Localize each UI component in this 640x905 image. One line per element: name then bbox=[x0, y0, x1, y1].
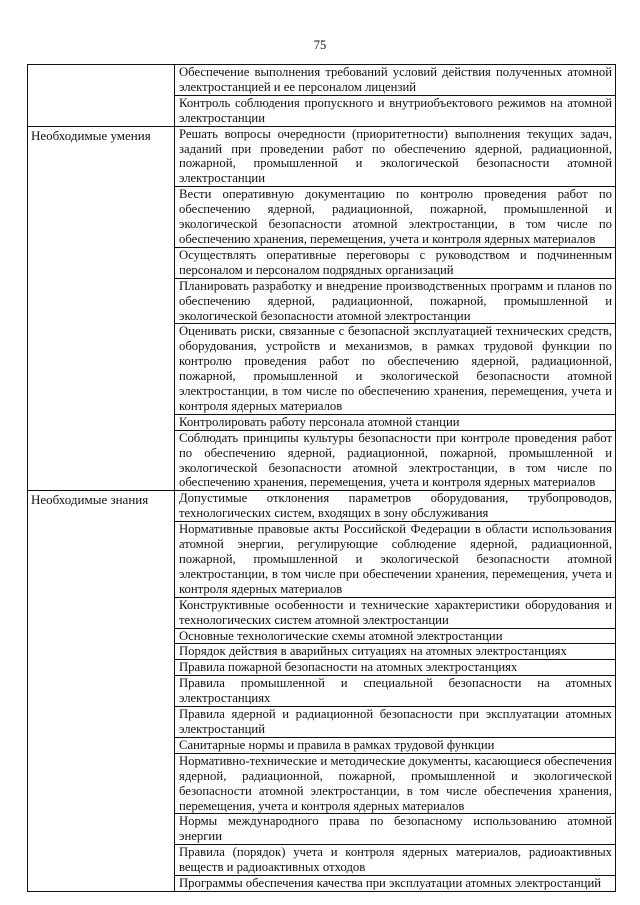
requirement-text: Нормативно-технические и методические документы, касающиеся обеспечения ядерной, радиационной, пожарной, промышленной и экологической безопасности атомной электростанции, в том числе обеспечения хранения, перемещения, учета и контроля ядерных материалов bbox=[179, 753, 612, 813]
requirement-text: Соблюдать принципы культуры безопасности при контроле проведения работ по обеспечению ядерной, радиационной, пожарной, промышленной и экологической безопасности атомной электростанции, в том числе по обеспечению хранения, перемещения, учета и контроля ядерных материалов bbox=[179, 430, 612, 490]
requirement-text: Контроль соблюдения пропускного и внутриобъектового режимов на атомной электростанции bbox=[179, 95, 612, 125]
requirement-text: Осуществлять оперативные переговоры с руководством и подчиненным персоналом и персоналом подрядных организаций bbox=[179, 247, 612, 277]
requirement-cell bbox=[175, 126, 616, 187]
table-row bbox=[28, 126, 616, 187]
requirement-text: Программы обеспечения качества при эксплуатации атомных электростанций bbox=[179, 876, 602, 891]
requirement-text: Обеспечение выполнения требований условий действия полученных атомной электростанцией и ее персоналом лицензий bbox=[179, 65, 612, 94]
requirement-cell bbox=[175, 95, 616, 126]
requirement-cell bbox=[175, 597, 616, 628]
requirement-cell bbox=[175, 660, 616, 676]
requirement-cell bbox=[175, 187, 616, 248]
requirement-cell bbox=[175, 814, 616, 845]
section-label: Необходимые умения bbox=[28, 126, 175, 491]
requirement-cell bbox=[175, 324, 616, 414]
requirement-text: Санитарные нормы и правила в рамках трудовой функции bbox=[179, 737, 495, 752]
requirement-cell bbox=[175, 65, 616, 96]
requirement-cell bbox=[175, 644, 616, 660]
requirement-text: Оценивать риски, связанные с безопасной эксплуатацией технических средств, оборудования, устройств и механизмов, в рамках трудовой функции по контролю проведения работ по обеспечению ядерной, радиационной, пожарной, промышленной и экологической безопасности атомной электростанции, в том числе по обеспечению хранения, перемещения, учета и контроля ядерных материалов bbox=[179, 324, 612, 413]
page-number: 75 bbox=[313, 38, 327, 52]
requirement-cell bbox=[175, 491, 616, 522]
requirement-cell bbox=[175, 753, 616, 814]
requirements-table-body bbox=[28, 65, 616, 892]
requirement-cell bbox=[175, 676, 616, 707]
requirement-text: Планировать разработку и внедрение производственных программ и планов по обеспечению ядерной, радиационной, пожарной, промышленной и экологической безопасности атомной электростанции bbox=[179, 278, 612, 323]
requirement-text: Правила (порядок) учета и контроля ядерных материалов, радиоактивных веществ и радиоактивных отходов bbox=[179, 845, 612, 875]
table-row bbox=[28, 65, 616, 96]
table-row bbox=[28, 491, 616, 522]
requirement-text: Допустимые отклонения параметров оборудования, трубопроводов, технологических систем, входящих в зону обслуживания bbox=[179, 491, 612, 521]
section-label: Необходимые знания bbox=[28, 491, 175, 892]
requirements-table bbox=[27, 64, 616, 892]
requirement-text: Правила промышленной и специальной безопасности на атомных электростанциях bbox=[179, 676, 612, 706]
requirement-text: Конструктивные особенности и технические характеристики оборудования и технологических систем атомной электростанции bbox=[179, 597, 612, 627]
requirement-text: Правила пожарной безопасности на атомных электростанциях bbox=[179, 660, 518, 675]
requirement-cell bbox=[175, 628, 616, 644]
requirement-cell bbox=[175, 414, 616, 430]
requirement-text: Основные технологические схемы атомной электростанции bbox=[179, 628, 503, 643]
requirement-cell bbox=[175, 845, 616, 876]
requirement-text: Нормы международного права по безопасному использованию атомной энергии bbox=[179, 814, 612, 844]
requirement-text: Контролировать работу персонала атомной станции bbox=[179, 414, 460, 429]
requirement-text: Правила ядерной и радиационной безопасности при эксплуатации атомных электростанций bbox=[179, 707, 612, 736]
requirement-text: Решать вопросы очередности (приоритетности) выполнения текущих задач, заданий при проведении работ по обеспечению ядерной, радиационной, пожарной, промышленной и экологической безопасности атомной электростанции bbox=[179, 126, 612, 186]
requirement-text: Нормативные правовые акты Российской Федерации в области использования атомной энергии, регулирующие соблюдение ядерной, радиационной, пожарной, промышленной и экологической безопасности атомной электростанции, в том числе при обеспечении хранения, перемещения, учета и контроля ядерных материалов bbox=[179, 522, 612, 596]
requirement-cell bbox=[175, 278, 616, 324]
requirement-cell bbox=[175, 247, 616, 278]
requirement-cell bbox=[175, 876, 616, 892]
requirement-cell bbox=[175, 707, 616, 738]
section-label bbox=[28, 65, 175, 127]
requirement-cell bbox=[175, 737, 616, 753]
requirement-cell bbox=[175, 522, 616, 598]
requirement-text: Порядок действия в аварийных ситуациях на атомных электростанциях bbox=[179, 644, 567, 659]
requirement-cell bbox=[175, 430, 616, 491]
requirement-text: Вести оперативную документацию по контролю проведения работ по обеспечению ядерной, радиационной, пожарной, промышленной и экологической безопасности атомной электростанции, в том числе по обеспечению хранения, перемещения, учета и контроля ядерных материалов bbox=[179, 187, 612, 246]
